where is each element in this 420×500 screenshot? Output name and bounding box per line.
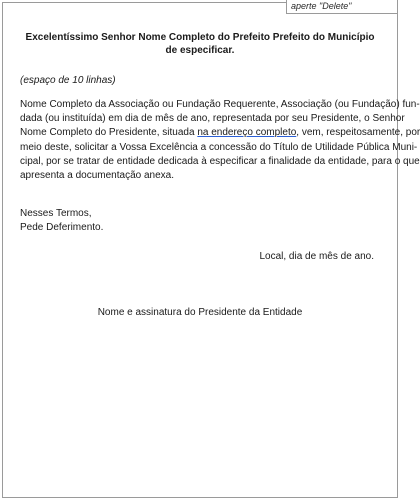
body-line-1: Nome Completo da Associação ou Fundação Requerente, Associação (ou Fundação) fun- (20, 99, 420, 110)
spacing-note: (espaço de 10 linhas) (20, 75, 116, 86)
letter-body (20, 98, 420, 183)
heading-line-2: de especificar. (165, 45, 235, 56)
body-line-5: cipal, por se tratar de entidade dedicada à especificar a finalidade da entidade, para o que (20, 155, 420, 167)
heading-line-1: Excelentíssimo Senhor Nome Completo do Prefeito Prefeito do Município (25, 32, 375, 43)
signature-line: Nome e assinatura do Presidente da Entidade (97, 307, 303, 318)
closing-block (20, 207, 103, 235)
letter-heading (20, 31, 380, 57)
body-line-4: meio deste, solicitar a Vossa Excelência a concessão do Título de Utilidade Pública Muni- (20, 141, 418, 153)
body-line-3 (20, 126, 420, 140)
address-placeholder: na endereço completo (197, 127, 297, 139)
body-line-3-start: Nome Completo do Presidente, situada (20, 127, 198, 139)
closing-line-2: Pede Deferimento. (20, 222, 104, 234)
location-date: Local, dia de mês de ano. (259, 251, 374, 262)
delete-hint-box (286, 0, 398, 14)
delete-hint-text: aperte "Delete" (291, 1, 352, 11)
body-line-2: dada (ou instituída) em dia de mês de ano, representada por seu Presidente, o Senhor (20, 113, 405, 125)
closing-line-1: Nesses Termos, (20, 208, 92, 219)
body-line-6: apresenta a documentação anexa. (20, 170, 174, 182)
body-line-3-end: , vem, respeitosamente, por (296, 127, 420, 139)
